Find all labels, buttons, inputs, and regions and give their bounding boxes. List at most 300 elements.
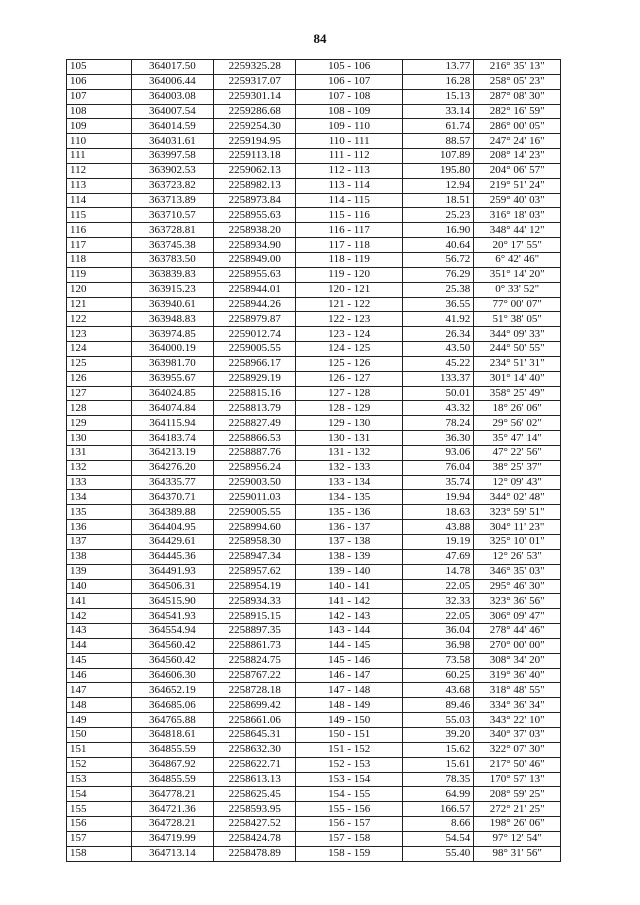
x-coordinate-cell: 363783.50: [131, 252, 213, 267]
segment-cell: 143 - 144: [296, 624, 402, 639]
x-coordinate-cell: 364778.21: [131, 787, 213, 802]
bearing-angle-cell: 286° 00' 05": [474, 119, 561, 134]
length-cell: 40.64: [402, 238, 473, 253]
segment-cell: 151 - 152: [296, 742, 402, 757]
segment-cell: 134 - 135: [296, 490, 402, 505]
bearing-angle-cell: 344° 09' 33": [474, 327, 561, 342]
point-number-cell: 145: [67, 653, 132, 668]
bearing-angle-cell: 198° 26' 06": [474, 817, 561, 832]
y-coordinate-cell: 2258938.20: [214, 223, 296, 238]
y-coordinate-cell: 2258625.45: [214, 787, 296, 802]
bearing-angle-cell: 51° 38' 05": [474, 312, 561, 327]
length-cell: 16.90: [402, 223, 473, 238]
point-number-cell: 139: [67, 564, 132, 579]
segment-cell: 125 - 126: [296, 356, 402, 371]
x-coordinate-cell: 364765.88: [131, 713, 213, 728]
y-coordinate-cell: 2259005.55: [214, 505, 296, 520]
x-coordinate-cell: 364491.93: [131, 564, 213, 579]
segment-cell: 135 - 136: [296, 505, 402, 520]
x-coordinate-cell: 363981.70: [131, 356, 213, 371]
x-coordinate-cell: 364721.36: [131, 802, 213, 817]
y-coordinate-cell: 2259062.13: [214, 163, 296, 178]
x-coordinate-cell: 364818.61: [131, 727, 213, 742]
x-coordinate-cell: 364560.42: [131, 638, 213, 653]
table-row: [67, 104, 561, 119]
y-coordinate-cell: 2258424.78: [214, 831, 296, 846]
segment-cell: 118 - 119: [296, 252, 402, 267]
point-number-cell: 113: [67, 178, 132, 193]
x-coordinate-cell: 364541.93: [131, 609, 213, 624]
length-cell: 15.61: [402, 757, 473, 772]
x-coordinate-cell: 363955.67: [131, 371, 213, 386]
length-cell: 16.28: [402, 74, 473, 89]
table-row: [67, 668, 561, 683]
y-coordinate-cell: 2258944.01: [214, 282, 296, 297]
x-coordinate-cell: 363948.83: [131, 312, 213, 327]
x-coordinate-cell: 363902.53: [131, 163, 213, 178]
point-number-cell: 121: [67, 297, 132, 312]
table-row: [67, 549, 561, 564]
y-coordinate-cell: 2259317.07: [214, 74, 296, 89]
segment-cell: 120 - 121: [296, 282, 402, 297]
bearing-angle-cell: 318° 48' 55": [474, 683, 561, 698]
length-cell: 36.30: [402, 431, 473, 446]
bearing-angle-cell: 282° 16' 59": [474, 104, 561, 119]
table-row: [67, 802, 561, 817]
x-coordinate-cell: 364007.54: [131, 104, 213, 119]
segment-cell: 145 - 146: [296, 653, 402, 668]
y-coordinate-cell: 2258955.63: [214, 208, 296, 223]
table-row: [67, 163, 561, 178]
x-coordinate-cell: 364515.90: [131, 594, 213, 609]
table-row: [67, 831, 561, 846]
x-coordinate-cell: 364855.59: [131, 772, 213, 787]
table-row: [67, 60, 561, 75]
point-number-cell: 138: [67, 549, 132, 564]
table-row: [67, 624, 561, 639]
segment-cell: 154 - 155: [296, 787, 402, 802]
y-coordinate-cell: 2258813.79: [214, 401, 296, 416]
table-row: [67, 579, 561, 594]
y-coordinate-cell: 2258979.87: [214, 312, 296, 327]
bearing-angle-cell: 316° 18' 03": [474, 208, 561, 223]
y-coordinate-cell: 2258947.34: [214, 549, 296, 564]
x-coordinate-cell: 364719.99: [131, 831, 213, 846]
table-row: [67, 342, 561, 357]
table-row: [67, 208, 561, 223]
length-cell: 32.33: [402, 594, 473, 609]
x-coordinate-cell: 364017.50: [131, 60, 213, 75]
x-coordinate-cell: 364003.08: [131, 89, 213, 104]
y-coordinate-cell: 2259003.50: [214, 475, 296, 490]
length-cell: 78.35: [402, 772, 473, 787]
table-row: [67, 416, 561, 431]
x-coordinate-cell: 363915.23: [131, 282, 213, 297]
y-coordinate-cell: 2258622.71: [214, 757, 296, 772]
length-cell: 195.80: [402, 163, 473, 178]
y-coordinate-cell: 2258767.22: [214, 668, 296, 683]
x-coordinate-cell: 364554.94: [131, 624, 213, 639]
length-cell: 93.06: [402, 445, 473, 460]
y-coordinate-cell: 2258478.89: [214, 846, 296, 861]
coordinates-table-body: [67, 60, 561, 862]
table-row: [67, 223, 561, 238]
y-coordinate-cell: 2258699.42: [214, 698, 296, 713]
point-number-cell: 107: [67, 89, 132, 104]
x-coordinate-cell: 364445.36: [131, 549, 213, 564]
bearing-angle-cell: 47° 22' 56": [474, 445, 561, 460]
bearing-angle-cell: 270° 00' 00": [474, 638, 561, 653]
table-row: [67, 594, 561, 609]
table-row: [67, 178, 561, 193]
length-cell: 19.19: [402, 535, 473, 550]
y-coordinate-cell: 2258861.73: [214, 638, 296, 653]
point-number-cell: 156: [67, 817, 132, 832]
y-coordinate-cell: 2258824.75: [214, 653, 296, 668]
segment-cell: 156 - 157: [296, 817, 402, 832]
length-cell: 43.50: [402, 342, 473, 357]
bearing-angle-cell: 217° 50' 46": [474, 757, 561, 772]
table-row: [67, 119, 561, 134]
bearing-angle-cell: 204° 06' 57": [474, 163, 561, 178]
point-number-cell: 158: [67, 846, 132, 861]
length-cell: 18.51: [402, 193, 473, 208]
segment-cell: 126 - 127: [296, 371, 402, 386]
bearing-angle-cell: 306° 09' 47": [474, 609, 561, 624]
bearing-angle-cell: 6° 42' 46": [474, 252, 561, 267]
table-row: [67, 431, 561, 446]
bearing-angle-cell: 308° 34' 20": [474, 653, 561, 668]
table-row: [67, 520, 561, 535]
table-row: [67, 683, 561, 698]
x-coordinate-cell: 363974.85: [131, 327, 213, 342]
length-cell: 13.77: [402, 60, 473, 75]
x-coordinate-cell: 364404.95: [131, 520, 213, 535]
point-number-cell: 134: [67, 490, 132, 505]
point-number-cell: 150: [67, 727, 132, 742]
y-coordinate-cell: 2259301.14: [214, 89, 296, 104]
length-cell: 36.04: [402, 624, 473, 639]
point-number-cell: 117: [67, 238, 132, 253]
y-coordinate-cell: 2258427.52: [214, 817, 296, 832]
table-row: [67, 475, 561, 490]
bearing-angle-cell: 259° 40' 03": [474, 193, 561, 208]
segment-cell: 107 - 108: [296, 89, 402, 104]
table-row: [67, 252, 561, 267]
table-row: [67, 713, 561, 728]
length-cell: 54.54: [402, 831, 473, 846]
y-coordinate-cell: 2259005.55: [214, 342, 296, 357]
x-coordinate-cell: 363839.83: [131, 267, 213, 282]
y-coordinate-cell: 2258958.30: [214, 535, 296, 550]
point-number-cell: 105: [67, 60, 132, 75]
point-number-cell: 106: [67, 74, 132, 89]
y-coordinate-cell: 2258613.13: [214, 772, 296, 787]
point-number-cell: 125: [67, 356, 132, 371]
segment-cell: 148 - 149: [296, 698, 402, 713]
table-row: [67, 564, 561, 579]
bearing-angle-cell: 319° 36' 40": [474, 668, 561, 683]
bearing-angle-cell: 304° 11' 23": [474, 520, 561, 535]
length-cell: 64.99: [402, 787, 473, 802]
x-coordinate-cell: 364000.19: [131, 342, 213, 357]
bearing-angle-cell: 278° 44' 46": [474, 624, 561, 639]
x-coordinate-cell: 364031.61: [131, 134, 213, 149]
point-number-cell: 126: [67, 371, 132, 386]
bearing-angle-cell: 170° 57' 13": [474, 772, 561, 787]
segment-cell: 153 - 154: [296, 772, 402, 787]
length-cell: 88.57: [402, 134, 473, 149]
length-cell: 15.62: [402, 742, 473, 757]
point-number-cell: 148: [67, 698, 132, 713]
bearing-angle-cell: 322° 07' 30": [474, 742, 561, 757]
x-coordinate-cell: 364276.20: [131, 460, 213, 475]
table-row: [67, 74, 561, 89]
bearing-angle-cell: 323° 59' 51": [474, 505, 561, 520]
y-coordinate-cell: 2258632.30: [214, 742, 296, 757]
page-number: 84: [313, 31, 327, 46]
bearing-angle-cell: 208° 59' 25": [474, 787, 561, 802]
point-number-cell: 144: [67, 638, 132, 653]
bearing-angle-cell: 38° 25' 37": [474, 460, 561, 475]
bearing-angle-cell: 343° 22' 10": [474, 713, 561, 728]
x-coordinate-cell: 364115.94: [131, 416, 213, 431]
point-number-cell: 112: [67, 163, 132, 178]
x-coordinate-cell: 363713.89: [131, 193, 213, 208]
bearing-angle-cell: 346° 35' 03": [474, 564, 561, 579]
y-coordinate-cell: 2258956.24: [214, 460, 296, 475]
segment-cell: 150 - 151: [296, 727, 402, 742]
length-cell: 14.78: [402, 564, 473, 579]
table-row: [67, 609, 561, 624]
bearing-angle-cell: 348° 44' 12": [474, 223, 561, 238]
y-coordinate-cell: 2259011.03: [214, 490, 296, 505]
x-coordinate-cell: 364024.85: [131, 386, 213, 401]
point-number-cell: 108: [67, 104, 132, 119]
x-coordinate-cell: 364014.59: [131, 119, 213, 134]
length-cell: 47.69: [402, 549, 473, 564]
length-cell: 26.34: [402, 327, 473, 342]
point-number-cell: 155: [67, 802, 132, 817]
segment-cell: 130 - 131: [296, 431, 402, 446]
bearing-angle-cell: 208° 14' 23": [474, 149, 561, 164]
y-coordinate-cell: 2258954.19: [214, 579, 296, 594]
segment-cell: 129 - 130: [296, 416, 402, 431]
bearing-angle-cell: 97° 12' 54": [474, 831, 561, 846]
length-cell: 33.14: [402, 104, 473, 119]
point-number-cell: 154: [67, 787, 132, 802]
y-coordinate-cell: 2259254.30: [214, 119, 296, 134]
bearing-angle-cell: 334° 36' 34": [474, 698, 561, 713]
point-number-cell: 152: [67, 757, 132, 772]
segment-cell: 123 - 124: [296, 327, 402, 342]
table-row: [67, 312, 561, 327]
table-row: [67, 505, 561, 520]
table-row: [67, 787, 561, 802]
length-cell: 166.57: [402, 802, 473, 817]
x-coordinate-cell: 363723.82: [131, 178, 213, 193]
bearing-angle-cell: 12° 26' 53": [474, 549, 561, 564]
segment-cell: 152 - 153: [296, 757, 402, 772]
segment-cell: 158 - 159: [296, 846, 402, 861]
point-number-cell: 149: [67, 713, 132, 728]
segment-cell: 139 - 140: [296, 564, 402, 579]
point-number-cell: 110: [67, 134, 132, 149]
table-row: [67, 638, 561, 653]
bearing-angle-cell: 258° 05' 23": [474, 74, 561, 89]
length-cell: 60.25: [402, 668, 473, 683]
bearing-angle-cell: 98° 31' 56": [474, 846, 561, 861]
point-number-cell: 157: [67, 831, 132, 846]
length-cell: 35.74: [402, 475, 473, 490]
coordinates-table: [66, 59, 561, 862]
point-number-cell: 133: [67, 475, 132, 490]
segment-cell: 117 - 118: [296, 238, 402, 253]
segment-cell: 132 - 133: [296, 460, 402, 475]
segment-cell: 157 - 158: [296, 831, 402, 846]
segment-cell: 113 - 114: [296, 178, 402, 193]
table-row: [67, 193, 561, 208]
table-row: [67, 698, 561, 713]
x-coordinate-cell: 364867.92: [131, 757, 213, 772]
segment-cell: 106 - 107: [296, 74, 402, 89]
table-row: [67, 535, 561, 550]
point-number-cell: 147: [67, 683, 132, 698]
point-number-cell: 132: [67, 460, 132, 475]
y-coordinate-cell: 2258934.33: [214, 594, 296, 609]
point-number-cell: 130: [67, 431, 132, 446]
length-cell: 12.94: [402, 178, 473, 193]
bearing-angle-cell: 216° 35' 13": [474, 60, 561, 75]
segment-cell: 138 - 139: [296, 549, 402, 564]
segment-cell: 114 - 115: [296, 193, 402, 208]
point-number-cell: 137: [67, 535, 132, 550]
segment-cell: 121 - 122: [296, 297, 402, 312]
y-coordinate-cell: 2258966.17: [214, 356, 296, 371]
y-coordinate-cell: 2258929.19: [214, 371, 296, 386]
x-coordinate-cell: 364506.31: [131, 579, 213, 594]
point-number-cell: 127: [67, 386, 132, 401]
point-number-cell: 119: [67, 267, 132, 282]
point-number-cell: 140: [67, 579, 132, 594]
segment-cell: 147 - 148: [296, 683, 402, 698]
segment-cell: 109 - 110: [296, 119, 402, 134]
length-cell: 18.63: [402, 505, 473, 520]
segment-cell: 105 - 106: [296, 60, 402, 75]
y-coordinate-cell: 2258934.90: [214, 238, 296, 253]
x-coordinate-cell: 364606.30: [131, 668, 213, 683]
y-coordinate-cell: 2258973.84: [214, 193, 296, 208]
bearing-angle-cell: 29° 56' 02": [474, 416, 561, 431]
segment-cell: 111 - 112: [296, 149, 402, 164]
point-number-cell: 131: [67, 445, 132, 460]
point-number-cell: 143: [67, 624, 132, 639]
segment-cell: 119 - 120: [296, 267, 402, 282]
segment-cell: 133 - 134: [296, 475, 402, 490]
length-cell: 43.88: [402, 520, 473, 535]
x-coordinate-cell: 364652.19: [131, 683, 213, 698]
bearing-angle-cell: 325° 10' 01": [474, 535, 561, 550]
y-coordinate-cell: 2259113.18: [214, 149, 296, 164]
length-cell: 55.03: [402, 713, 473, 728]
table-row: [67, 356, 561, 371]
table-row: [67, 327, 561, 342]
point-number-cell: 109: [67, 119, 132, 134]
y-coordinate-cell: 2258887.76: [214, 445, 296, 460]
y-coordinate-cell: 2258827.49: [214, 416, 296, 431]
segment-cell: 112 - 113: [296, 163, 402, 178]
x-coordinate-cell: 364560.42: [131, 653, 213, 668]
point-number-cell: 151: [67, 742, 132, 757]
y-coordinate-cell: 2258915.15: [214, 609, 296, 624]
point-number-cell: 129: [67, 416, 132, 431]
table-row: [67, 89, 561, 104]
bearing-angle-cell: 18° 26' 06": [474, 401, 561, 416]
table-row: [67, 134, 561, 149]
y-coordinate-cell: 2259194.95: [214, 134, 296, 149]
x-coordinate-cell: 363940.61: [131, 297, 213, 312]
point-number-cell: 146: [67, 668, 132, 683]
table-row: [67, 742, 561, 757]
segment-cell: 108 - 109: [296, 104, 402, 119]
point-number-cell: 118: [67, 252, 132, 267]
x-coordinate-cell: 364685.06: [131, 698, 213, 713]
x-coordinate-cell: 364855.59: [131, 742, 213, 757]
point-number-cell: 136: [67, 520, 132, 535]
bearing-angle-cell: 244° 50' 55": [474, 342, 561, 357]
x-coordinate-cell: 364213.19: [131, 445, 213, 460]
bearing-angle-cell: 0° 33' 52": [474, 282, 561, 297]
segment-cell: 142 - 143: [296, 609, 402, 624]
table-row: [67, 846, 561, 861]
x-coordinate-cell: 363745.38: [131, 238, 213, 253]
bearing-angle-cell: 358° 25' 49": [474, 386, 561, 401]
table-row: [67, 386, 561, 401]
segment-cell: 116 - 117: [296, 223, 402, 238]
x-coordinate-cell: 364389.88: [131, 505, 213, 520]
table-row: [67, 460, 561, 475]
bearing-angle-cell: 323° 36' 56": [474, 594, 561, 609]
y-coordinate-cell: 2258955.63: [214, 267, 296, 282]
point-number-cell: 122: [67, 312, 132, 327]
x-coordinate-cell: 364335.77: [131, 475, 213, 490]
length-cell: 25.38: [402, 282, 473, 297]
bearing-angle-cell: 219° 51' 24": [474, 178, 561, 193]
point-number-cell: 115: [67, 208, 132, 223]
segment-cell: 115 - 116: [296, 208, 402, 223]
y-coordinate-cell: 2258949.00: [214, 252, 296, 267]
x-coordinate-cell: 364728.21: [131, 817, 213, 832]
segment-cell: 127 - 128: [296, 386, 402, 401]
y-coordinate-cell: 2258866.53: [214, 431, 296, 446]
table-row: [67, 282, 561, 297]
length-cell: 43.32: [402, 401, 473, 416]
segment-cell: 149 - 150: [296, 713, 402, 728]
bearing-angle-cell: 77° 00' 07": [474, 297, 561, 312]
point-number-cell: 128: [67, 401, 132, 416]
length-cell: 22.05: [402, 579, 473, 594]
point-number-cell: 116: [67, 223, 132, 238]
length-cell: 89.46: [402, 698, 473, 713]
x-coordinate-cell: 363710.57: [131, 208, 213, 223]
point-number-cell: 120: [67, 282, 132, 297]
table-row: [67, 817, 561, 832]
length-cell: 76.29: [402, 267, 473, 282]
length-cell: 55.40: [402, 846, 473, 861]
length-cell: 8.66: [402, 817, 473, 832]
length-cell: 43.68: [402, 683, 473, 698]
y-coordinate-cell: 2258957.62: [214, 564, 296, 579]
